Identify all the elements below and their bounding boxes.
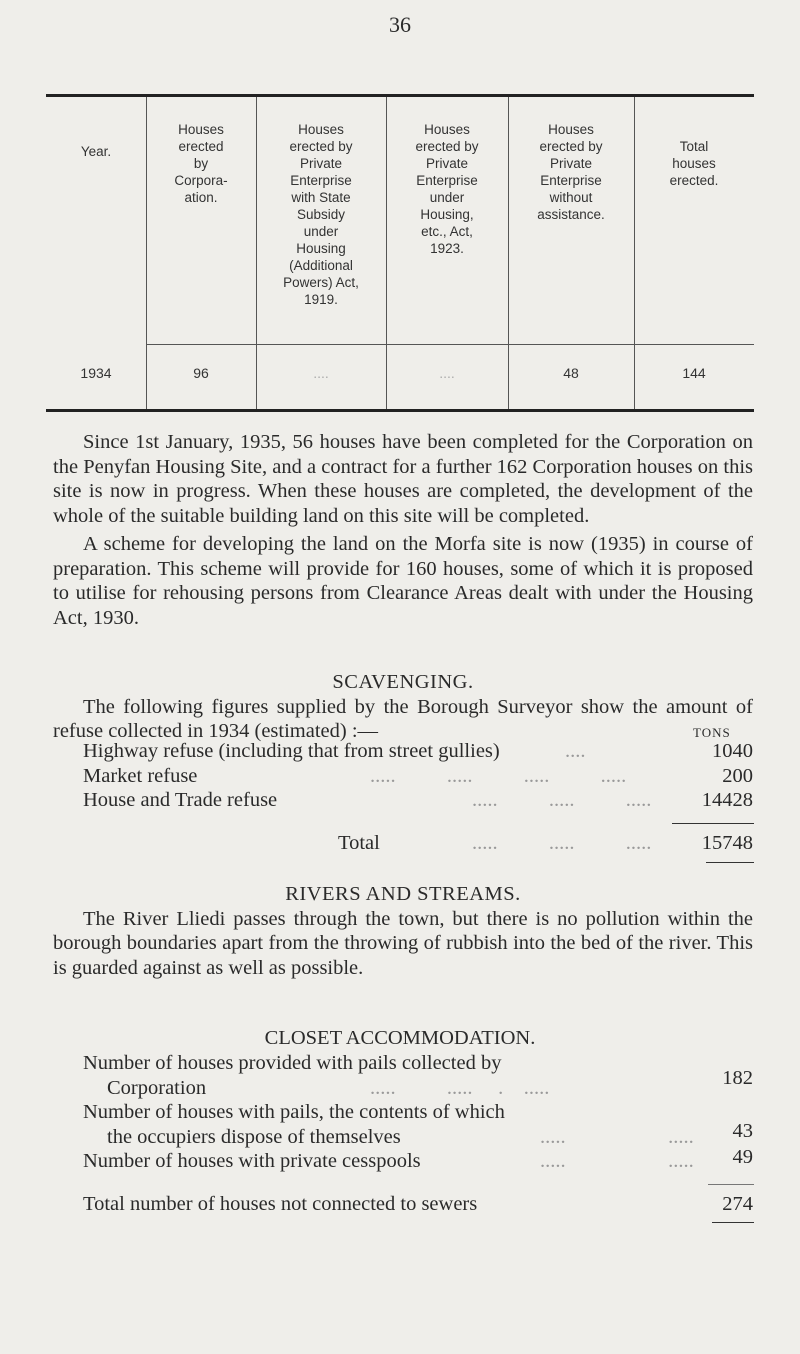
header-line: Houses — [424, 122, 470, 137]
rivers-heading: RIVERS AND STREAMS. — [285, 883, 521, 905]
header-line: Private — [299, 156, 343, 171]
header-housing-1923 — [386, 121, 508, 257]
header-line: with State — [291, 190, 351, 205]
header-line: erected by — [539, 139, 603, 154]
paragraph-penyfan: Since 1st January, 1935, 56 houses have been completed for the Corporation on the Penyfan Housing Site, and a contract for a further 162 Corporation houses on this site is now in progress. When these houses are completed, the development of the whole of the suitable building land on this site will be completed. — [53, 431, 753, 527]
cell-year: 1934 — [80, 365, 112, 381]
header-line: erected — [178, 139, 224, 154]
paragraph-morfa: A scheme for developing the land on the Morfa site is now (1935) in course of preparation. This scheme will provide for 160 houses, some of which it is proposed to utilise for rehousing persons from Clearance Areas dealt with under the Housing Act, 1930. — [53, 533, 753, 629]
header-total — [634, 138, 754, 189]
refuse-house-trade-dots: ..... ..... ..... — [472, 789, 652, 811]
header-line: Corpora- — [174, 173, 228, 188]
closet-cesspools-dots: ..... ..... — [540, 1150, 694, 1172]
closet-pails-corp-value: 182 — [722, 1067, 753, 1089]
rivers-text: The River Lliedi passes through the town, but there is no pollution within the borough boundaries apart from the throwing of rubbish into the bed of the river. This is guarded against as well as possible. — [53, 907, 753, 979]
header-without-assistance — [508, 121, 634, 223]
header-line: Houses — [178, 122, 224, 137]
header-line: Enterprise — [540, 173, 602, 188]
cell-corporation: 96 — [193, 365, 209, 381]
page-number: 36 — [389, 12, 411, 37]
refuse-sum-rule — [672, 823, 754, 824]
closet-pails-corp-line2: Corporation — [107, 1077, 207, 1099]
cell-without-assistance: 48 — [563, 365, 579, 381]
header-line: erected. — [669, 173, 719, 188]
header-line: Powers) Act, — [283, 275, 359, 290]
closet-total-label: Total number of houses not connected to sewers — [83, 1193, 478, 1215]
cell-total: 144 — [682, 365, 706, 381]
closet-pails-self-line1: Number of houses with pails, the contents of which — [83, 1101, 505, 1123]
refuse-market-value: 200 — [722, 765, 753, 787]
header-corporation — [146, 121, 256, 206]
refuse-house-trade-label: House and Trade refuse — [83, 789, 278, 811]
header-line: erected by — [289, 139, 353, 154]
header-line: without — [549, 190, 593, 205]
closet-heading: CLOSET ACCOMMODATION. — [264, 1027, 536, 1049]
header-line: Houses — [298, 122, 344, 137]
closet-pails-self-dots: ..... ..... — [540, 1126, 694, 1148]
refuse-house-trade-value: 14428 — [701, 789, 753, 811]
scavenging-heading: SCAVENGING. — [332, 671, 474, 693]
housing-text — [53, 430, 753, 630]
housing-table — [46, 94, 754, 412]
refuse-total-rule — [706, 862, 754, 863]
refuse-total-label: Total — [338, 832, 380, 854]
header-line: assistance. — [537, 207, 605, 222]
scavenging-intro: The following figures supplied by the Borough Surveyor show the amount of refuse collected in 1934 (estimated) :— — [53, 695, 753, 742]
header-line: Housing — [296, 241, 346, 256]
refuse-market-dots: ..... ..... ..... ..... — [370, 765, 627, 787]
refuse-total-value: 15748 — [701, 832, 753, 854]
header-line: houses — [672, 156, 716, 171]
refuse-total-dots: ..... ..... ..... — [472, 832, 652, 854]
header-line: Subsidy — [296, 207, 346, 222]
header-line: Private — [425, 156, 469, 171]
closet-pails-self-value: 43 — [732, 1120, 753, 1142]
header-line: 1923. — [430, 241, 464, 256]
refuse-highway-value: 1040 — [712, 740, 753, 762]
closet-total-rule — [712, 1222, 754, 1223]
closet-sum-rule — [708, 1184, 754, 1185]
header-line: Enterprise — [290, 173, 352, 188]
header-line: Private — [549, 156, 593, 171]
header-line: erected by — [415, 139, 479, 154]
header-year: Year. — [80, 144, 112, 159]
header-line: by — [193, 156, 209, 171]
closet-total-value: 274 — [722, 1193, 753, 1215]
header-line: 1919. — [304, 292, 338, 307]
closet-cesspools-label: Number of houses with private cesspools — [83, 1150, 421, 1172]
header-line: (Additional — [289, 258, 353, 273]
closet-cesspools-value: 49 — [732, 1146, 753, 1168]
tons-unit: TONS — [693, 725, 731, 740]
closet-pails-self-line2: the occupiers dispose of themselves — [107, 1126, 401, 1148]
closet-pails-corp-line1: Number of houses provided with pails collected by — [83, 1052, 502, 1074]
scavenging-section — [53, 670, 753, 744]
header-line: ation. — [184, 190, 218, 205]
cell-subsidy: .... — [313, 365, 329, 381]
rivers-section — [53, 882, 753, 980]
header-line: under — [429, 190, 465, 205]
header-line: etc., Act, — [421, 224, 473, 239]
refuse-highway-dots: .... — [565, 740, 586, 762]
header-line: Enterprise — [416, 173, 478, 188]
header-line: under — [303, 224, 339, 239]
header-subsidy — [256, 121, 386, 308]
header-line: Houses — [548, 122, 594, 137]
refuse-market-label: Market refuse — [83, 765, 198, 787]
header-line: Total — [679, 139, 709, 154]
header-line: Housing, — [420, 207, 474, 222]
refuse-highway-label: Highway refuse (including that from street gullies) — [83, 740, 500, 762]
closet-pails-corp-dots: ..... ..... . ..... — [370, 1077, 550, 1099]
cell-housing-1923: .... — [439, 365, 455, 381]
